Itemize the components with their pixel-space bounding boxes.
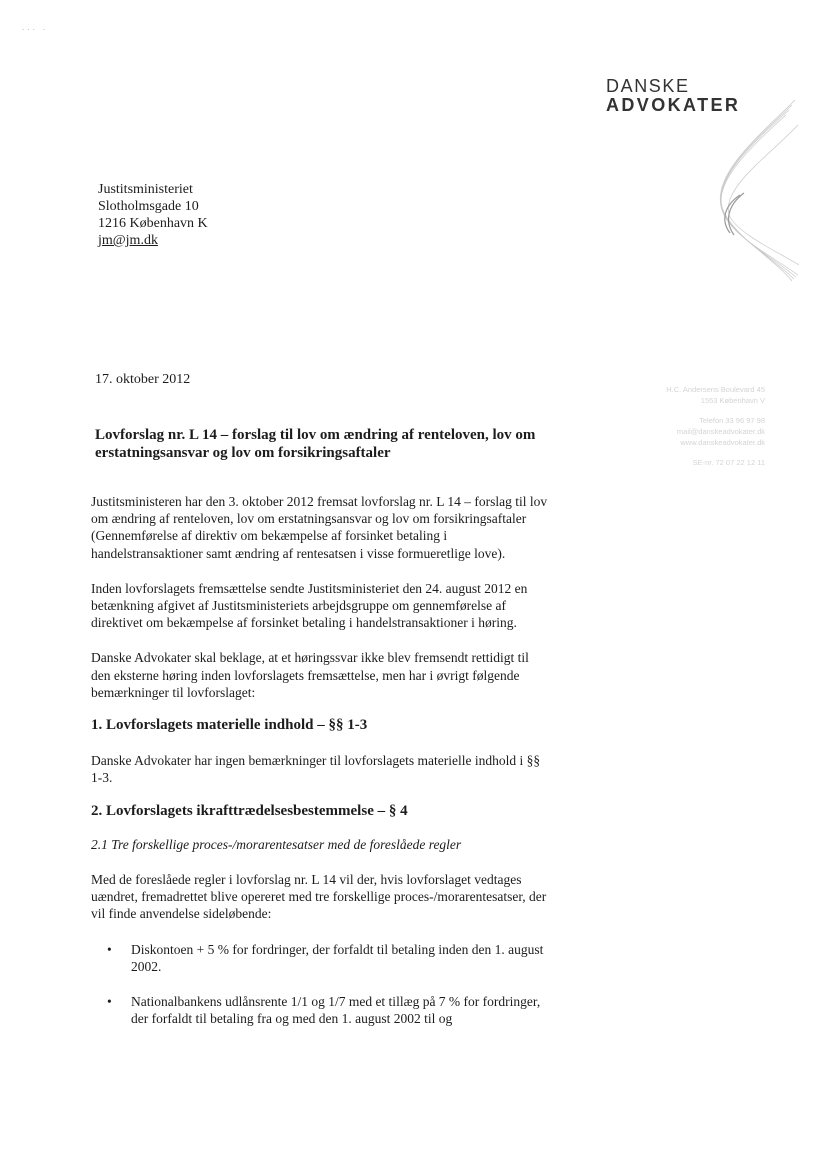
section-heading-2: 2. Lovforslagets ikrafttrædelsesbestemmelse – § 4 <box>91 802 408 819</box>
sender-contact-info <box>615 384 765 468</box>
letter-subject: Lovforslag nr. L 14 – forslag til lov om ændring af renteloven, lov om erstatningsansvar og lov om forsikringsaftaler <box>95 427 536 461</box>
paragraph-section-1: Danske Advokater har ingen bemærkninger til lovforslagets materielle indhold i §§ 1-3. <box>91 753 541 786</box>
sender-web: www.danskeadvokater.dk <box>680 438 765 447</box>
paragraph-section-2-1: Med de foreslåede regler i lovforslag nr. L 14 vil der, hvis lovforslaget vedtages uændret, fremadrettet blive opereret med tre forskellige proces-/morarentesatser, der vil finde anvendelse sideløbende: <box>91 872 547 922</box>
list-item <box>91 993 549 1027</box>
sender-phone: Telefon 33 96 97 98 <box>699 416 765 425</box>
recipient-address <box>98 181 208 249</box>
sender-cvr: SE-nr. 72 07 22 12 11 <box>692 458 765 467</box>
paragraph-apology: Danske Advokater skal beklage, at et høringssvar ikke blev fremsendt rettidigt til den eksterne høring inden lovforslagets fremsættelse, men har i øvrigt følgende bemærkninger til lovforslaget: <box>91 650 529 700</box>
sender-address-line2: 1553 København V <box>700 396 765 405</box>
list-item-text: Diskontoen + 5 % for fordringer, der forfaldt til betaling inden den 1. august 2002. <box>131 941 544 974</box>
recipient-street: Slotholmsgade 10 <box>98 199 199 214</box>
subsection-heading-2-1: 2.1 Tre forskellige proces-/morarentesatser med de foreslåede regler <box>91 836 462 852</box>
interest-rate-list <box>91 941 549 1028</box>
sender-address-line1: H.C. Andersens Boulevard 45 <box>666 385 765 394</box>
scan-marks: ··· · <box>22 26 49 34</box>
paragraph-intro: Justitsministeren har den 3. oktober 2012 fremsat lovforslag nr. L 14 – forslag til lov om ændring af renteloven, lov om erstatningsansvar og lov om forsikringsaftaler (Gennemførelse af direktiv om bekæmpelse af forsinket betaling i handelstransaktioner samt ændring af rentesatsen i visse formueretlige love). <box>91 494 548 561</box>
logo-line-advokater: ADVOKATER <box>606 95 741 115</box>
logo-line-danske: DANSKE <box>606 76 690 96</box>
section-heading-1: 1. Lovforslagets materielle indhold – §§ 1-3 <box>91 717 368 734</box>
list-item <box>91 941 549 975</box>
letter-date: 17. oktober 2012 <box>95 372 191 387</box>
paragraph-hearing: Inden lovforslagets fremsættelse sendte Justitsministeriet den 24. august 2012 en betænkning afgivet af Justitsministeriets arbejdsgruppe om gennemførelse af direktivet om bekæmpelse af forsinket betaling i handelstransaktioner i høring. <box>91 580 528 631</box>
letter-body <box>91 493 549 1045</box>
bullet-icon: • <box>107 994 112 1010</box>
recipient-name: Justitsministeriet <box>98 182 193 197</box>
sender-email: mail@danskeadvokater.dk <box>676 427 765 436</box>
recipient-city: 1216 København K <box>98 216 208 231</box>
recipient-email-link[interactable]: jm@jm.dk <box>98 233 158 248</box>
list-item-text: Nationalbankens udlånsrente 1/1 og 1/7 med et tillæg på 7 % for fordringer, der forfaldt til betaling fra og med den 1. august 2002 til og <box>131 994 541 1027</box>
bullet-icon: • <box>107 941 112 957</box>
logo-swirl-graphic <box>700 95 800 285</box>
